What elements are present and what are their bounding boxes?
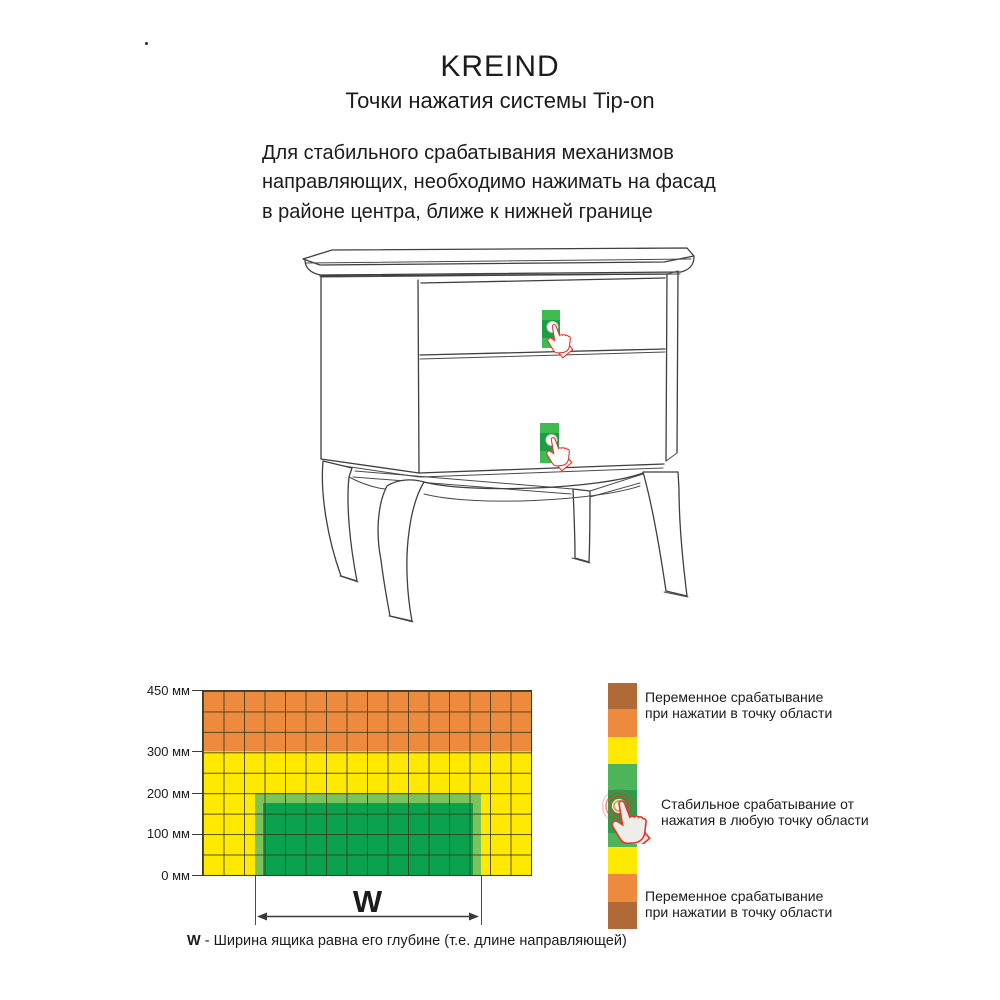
speck-dot	[145, 42, 148, 45]
intro-line-2: направляющих, необходимо нажимать на фасад	[262, 171, 716, 194]
legend-entry-line: при нажатии в точку области	[645, 904, 833, 921]
legend-entry-line: Переменное срабатывание	[645, 689, 824, 705]
y-tick-100: 100 мм	[146, 826, 190, 841]
page-subtitle: Точки нажатия системы Tip-on	[345, 88, 655, 113]
legend-segment-orange-top	[608, 709, 637, 737]
tick-mark	[192, 690, 202, 691]
legend-entry-line: нажатия в любую точку области	[661, 812, 869, 829]
intro-line-1: Для стабильного срабатывания механизмов	[262, 142, 674, 164]
legend-entry-variable-bottom	[645, 888, 832, 921]
brand-title: KREIND	[440, 50, 560, 83]
y-tick-450: 450 мм	[146, 683, 190, 698]
caption-text: - Ширина ящика равна его глубине (т.е. длине направляющей)	[200, 933, 627, 949]
legend-entry-line: при нажатии в точку области	[645, 705, 833, 722]
legend-segment-orange-bottom	[608, 874, 637, 902]
legend-segment-yellow-top	[608, 737, 637, 764]
cabinet-legs	[322, 461, 688, 622]
legend-entry-stable	[661, 796, 869, 829]
cabinet-top	[303, 248, 694, 277]
caption-w: W	[187, 933, 201, 949]
y-tick-300: 300 мм	[146, 744, 190, 759]
cabinet-drawing	[280, 240, 700, 630]
cabinet-body	[320, 271, 678, 477]
tick-mark	[192, 875, 202, 876]
tick-mark	[192, 751, 202, 752]
legend-entry-line: Переменное срабатывание	[645, 888, 824, 904]
w-dimension-label: W	[352, 884, 384, 919]
press-indicator-upper	[542, 310, 573, 358]
legend-segment-brown-bottom	[608, 902, 637, 929]
intro-line-3: в районе центра, ближе к нижней границе	[262, 200, 653, 223]
y-tick-0: 0 мм	[161, 868, 190, 883]
legend-segment-yellow-bottom	[608, 847, 637, 874]
legend-entry-line: Стабильное срабатывание от	[661, 796, 855, 812]
legend-entry-variable-top	[645, 689, 832, 722]
legend-segment-brown-top	[608, 683, 637, 709]
intro-paragraph	[262, 139, 716, 227]
press-zone-chart	[202, 690, 532, 876]
chart-caption	[187, 933, 627, 949]
grid-lines	[203, 691, 531, 875]
press-indicator-lower	[540, 423, 572, 471]
tap-hand-icon	[596, 782, 662, 844]
y-tick-200: 200 мм	[146, 786, 190, 801]
tick-mark	[192, 834, 202, 835]
tick-mark	[192, 793, 202, 794]
